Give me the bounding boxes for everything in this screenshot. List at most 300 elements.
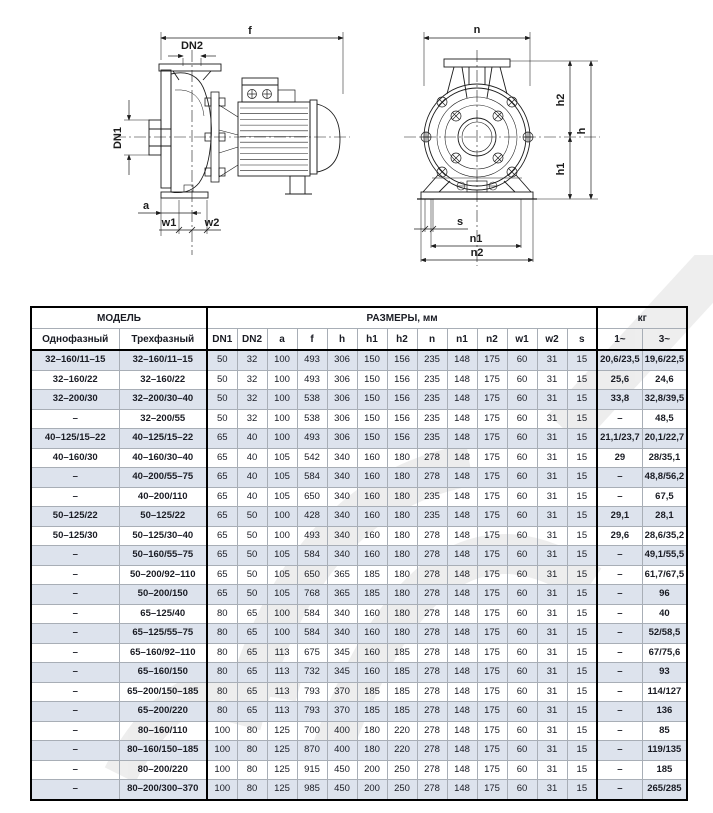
dimension-cell: 50 xyxy=(207,409,237,429)
dimension-cell: 493 xyxy=(297,370,327,390)
dimension-cell: 105 xyxy=(267,585,297,605)
weight-cell: 40 xyxy=(642,604,687,624)
dimension-cell: 100 xyxy=(267,624,297,644)
dimension-cell: 15 xyxy=(567,370,597,390)
dimension-cell: 15 xyxy=(567,350,597,370)
dimension-cell: 340 xyxy=(327,604,357,624)
dimension-cell: 156 xyxy=(387,370,417,390)
model-cell: – xyxy=(31,487,119,507)
terminal-screws xyxy=(248,90,272,99)
dimension-cell: 148 xyxy=(447,663,477,683)
dimension-cell: 306 xyxy=(327,350,357,370)
dimension-cell: 278 xyxy=(417,468,447,488)
dimension-cell: 125 xyxy=(267,760,297,780)
dimension-cell: 148 xyxy=(447,682,477,702)
dim-label-dn1: DN1 xyxy=(112,126,124,150)
dimension-cell: 100 xyxy=(267,507,297,527)
dimension-cell: 278 xyxy=(417,682,447,702)
table-row xyxy=(31,409,687,429)
dimension-cell: 60 xyxy=(507,721,537,741)
model-cell: – xyxy=(31,760,119,780)
dim-label-h1: h1 xyxy=(555,162,567,176)
dimension-cell: 80 xyxy=(207,663,237,683)
dimension-cell: 150 xyxy=(357,350,387,370)
model-cell: 40–125/15–22 xyxy=(31,429,119,449)
dimension-cell: 156 xyxy=(387,350,417,370)
dimension-cell: 15 xyxy=(567,663,597,683)
dimension-cell: 148 xyxy=(447,429,477,449)
dimension-cell: 175 xyxy=(477,741,507,761)
table-row xyxy=(31,390,687,410)
dimension-cell: 50 xyxy=(207,370,237,390)
center-lines xyxy=(404,50,600,266)
dimension-cell: 148 xyxy=(447,643,477,663)
dimension-cell: 148 xyxy=(447,741,477,761)
weight-cell: 61,7/67,5 xyxy=(642,565,687,585)
dimension-cell: 675 xyxy=(297,643,327,663)
dimension-cell: 65 xyxy=(207,468,237,488)
column-header-5: a xyxy=(267,329,297,351)
model-cell: 65–125/40 xyxy=(119,604,207,624)
dimension-cell: 60 xyxy=(507,390,537,410)
dimension-cell: 340 xyxy=(327,468,357,488)
weight-cell: 20,1/22,7 xyxy=(642,429,687,449)
motor-fins xyxy=(240,108,308,171)
model-cell: – xyxy=(31,546,119,566)
dimension-cell: 148 xyxy=(447,624,477,644)
weight-cell: 185 xyxy=(642,760,687,780)
dimension-cell: 175 xyxy=(477,624,507,644)
weight-cell: 48,8/56,2 xyxy=(642,468,687,488)
dimension-cell: 80 xyxy=(237,741,267,761)
weight-cell: – xyxy=(597,585,642,605)
dimension-cell: 493 xyxy=(297,429,327,449)
table-row xyxy=(31,350,687,370)
dimension-cell: 148 xyxy=(447,702,477,722)
column-header-10: n xyxy=(417,329,447,351)
model-cell: 32–200/55 xyxy=(119,409,207,429)
dimension-cell: 150 xyxy=(357,390,387,410)
dimension-cell: 50 xyxy=(237,565,267,585)
dimension-cell: 180 xyxy=(387,448,417,468)
weight-cell: 29 xyxy=(597,448,642,468)
dim-label-s: s xyxy=(456,216,464,228)
dimension-cell: 100 xyxy=(267,526,297,546)
dim-label-n: n xyxy=(473,24,481,36)
model-cell: – xyxy=(31,604,119,624)
weight-cell: – xyxy=(597,760,642,780)
dimension-cell: 278 xyxy=(417,624,447,644)
dimension-cell: 125 xyxy=(267,721,297,741)
dimension-cell: 180 xyxy=(387,507,417,527)
dimension-cell: 370 xyxy=(327,682,357,702)
dimension-cell: 185 xyxy=(357,702,387,722)
dimension-cell: 175 xyxy=(477,565,507,585)
dimension-cell: 80 xyxy=(237,780,267,800)
dimension-cell: 60 xyxy=(507,565,537,585)
dimension-cell: 31 xyxy=(537,448,567,468)
dimension-cell: 340 xyxy=(327,507,357,527)
dimension-cell: 31 xyxy=(537,760,567,780)
table-row xyxy=(31,663,687,683)
dimension-cell: 148 xyxy=(447,370,477,390)
dimension-cell: 220 xyxy=(387,741,417,761)
dimension-cell: 15 xyxy=(567,780,597,800)
dimension-cell: 200 xyxy=(357,780,387,800)
weight-group-header: кг xyxy=(597,307,687,329)
dimension-cell: 60 xyxy=(507,663,537,683)
dimension-cell: 650 xyxy=(297,565,327,585)
dimension-cell: 65 xyxy=(207,546,237,566)
dimension-cell: 160 xyxy=(357,663,387,683)
weight-cell: – xyxy=(597,682,642,702)
column-header-16: 1~ xyxy=(597,329,642,351)
dimension-cell: 538 xyxy=(297,390,327,410)
dimension-cell: 65 xyxy=(207,487,237,507)
dimension-cell: 148 xyxy=(447,487,477,507)
model-cell: 40–125/15–22 xyxy=(119,429,207,449)
dim-label-n2: n2 xyxy=(470,247,484,259)
table-row xyxy=(31,370,687,390)
weight-cell: 21,1/23,7 xyxy=(597,429,642,449)
model-cell: 65–200/220 xyxy=(119,702,207,722)
dimension-cell: 584 xyxy=(297,604,327,624)
dimension-cell: 175 xyxy=(477,507,507,527)
group-header-row xyxy=(31,307,687,329)
weight-cell: 96 xyxy=(642,585,687,605)
dimension-cell: 175 xyxy=(477,604,507,624)
dimension-cell: 148 xyxy=(447,507,477,527)
dimension-cell: 80 xyxy=(207,643,237,663)
weight-cell: – xyxy=(597,487,642,507)
dimension-cell: 278 xyxy=(417,741,447,761)
dimension-cell: 31 xyxy=(537,721,567,741)
table-row xyxy=(31,487,687,507)
dimension-cell: 31 xyxy=(537,429,567,449)
model-cell: 50–200/92–110 xyxy=(119,565,207,585)
terminal-box xyxy=(242,78,278,102)
dimension-cell: 15 xyxy=(567,604,597,624)
dimension-cell: 365 xyxy=(327,565,357,585)
weight-cell: 28/35,1 xyxy=(642,448,687,468)
model-cell: 50–160/55–75 xyxy=(119,546,207,566)
dimension-cell: 105 xyxy=(267,448,297,468)
dimension-cell: 80 xyxy=(207,682,237,702)
dimension-cell: 32 xyxy=(237,350,267,370)
dimension-cell: 65 xyxy=(237,604,267,624)
model-cell: – xyxy=(31,780,119,800)
table-row xyxy=(31,448,687,468)
dimension-cell: 40 xyxy=(237,468,267,488)
weight-cell: 67,5 xyxy=(642,487,687,507)
dimension-cell: 180 xyxy=(387,565,417,585)
dimension-cell: 113 xyxy=(267,702,297,722)
dimension-cell: 15 xyxy=(567,487,597,507)
dimension-cell: 148 xyxy=(447,390,477,410)
dimension-cell: 235 xyxy=(417,370,447,390)
dimension-cell: 732 xyxy=(297,663,327,683)
model-cell: – xyxy=(31,643,119,663)
dimension-cell: 793 xyxy=(297,702,327,722)
dimension-cell: 31 xyxy=(537,702,567,722)
dimension-cell: 235 xyxy=(417,350,447,370)
dimension-cell: 150 xyxy=(357,409,387,429)
dimension-cell: 65 xyxy=(207,565,237,585)
dimensions-table xyxy=(30,306,688,801)
model-cell: 32–160/11–15 xyxy=(31,350,119,370)
dimension-cell: 31 xyxy=(537,507,567,527)
dimension-cell: 31 xyxy=(537,409,567,429)
dimension-cell: 428 xyxy=(297,507,327,527)
table-row xyxy=(31,585,687,605)
weight-cell: – xyxy=(597,702,642,722)
column-header-9: h2 xyxy=(387,329,417,351)
table-row xyxy=(31,760,687,780)
dimension-cell: 60 xyxy=(507,350,537,370)
column-header-4: DN2 xyxy=(237,329,267,351)
dimension-cell: 105 xyxy=(267,487,297,507)
weight-cell: 52/58,5 xyxy=(642,624,687,644)
motor-end-cap xyxy=(317,104,340,172)
dimension-cell: 31 xyxy=(537,682,567,702)
table-row xyxy=(31,565,687,585)
dimension-cell: 148 xyxy=(447,721,477,741)
table-row xyxy=(31,643,687,663)
dimension-cell: 65 xyxy=(207,429,237,449)
dimension-cell: 65 xyxy=(207,585,237,605)
dimension-cell: 278 xyxy=(417,565,447,585)
dimension-cell: 60 xyxy=(507,682,537,702)
dimension-cell: 345 xyxy=(327,663,357,683)
dimension-cell: 60 xyxy=(507,604,537,624)
dimension-cell: 493 xyxy=(297,526,327,546)
dimension-cell: 125 xyxy=(267,780,297,800)
model-cell: 50–125/22 xyxy=(119,507,207,527)
dimension-cell: 113 xyxy=(267,682,297,702)
model-cell: – xyxy=(31,565,119,585)
dimension-cell: 31 xyxy=(537,350,567,370)
dimension-cell: 185 xyxy=(387,643,417,663)
weight-cell: – xyxy=(597,741,642,761)
weight-cell: – xyxy=(597,604,642,624)
dimension-cell: 31 xyxy=(537,565,567,585)
dimension-cell: 150 xyxy=(357,370,387,390)
dimension-cell: 175 xyxy=(477,350,507,370)
table-row xyxy=(31,468,687,488)
dimension-cell: 175 xyxy=(477,643,507,663)
dimension-cell: 31 xyxy=(537,370,567,390)
model-cell: – xyxy=(31,663,119,683)
dimension-cell: 50 xyxy=(207,390,237,410)
dimension-cell: 306 xyxy=(327,409,357,429)
dimension-cell: 175 xyxy=(477,682,507,702)
dimension-cell: 15 xyxy=(567,643,597,663)
column-header-2: Трехфазный xyxy=(119,329,207,351)
model-cell: – xyxy=(31,624,119,644)
dimension-cell: 60 xyxy=(507,546,537,566)
dimension-cell: 15 xyxy=(567,565,597,585)
dimension-cell: 915 xyxy=(297,760,327,780)
dimension-cell: 584 xyxy=(297,546,327,566)
dimension-cell: 235 xyxy=(417,429,447,449)
dimension-cell: 175 xyxy=(477,760,507,780)
column-header-1: Однофазный xyxy=(31,329,119,351)
dimension-cell: 148 xyxy=(447,585,477,605)
weight-cell: 25,6 xyxy=(597,370,642,390)
dimension-cell: 15 xyxy=(567,624,597,644)
dimension-cell: 60 xyxy=(507,468,537,488)
dimension-cell: 278 xyxy=(417,585,447,605)
model-cell: 40–160/30–40 xyxy=(119,448,207,468)
dimension-cell: 15 xyxy=(567,448,597,468)
dimension-cell: 278 xyxy=(417,526,447,546)
weight-cell: 119/135 xyxy=(642,741,687,761)
dimension-cell: 65 xyxy=(207,448,237,468)
dimension-cell: 60 xyxy=(507,780,537,800)
dimension-cell: 15 xyxy=(567,741,597,761)
model-cell: 50–125/30 xyxy=(31,526,119,546)
model-cell: 40–160/30 xyxy=(31,448,119,468)
dimension-cell: 113 xyxy=(267,643,297,663)
dimension-cell: 235 xyxy=(417,507,447,527)
dimension-cell: 150 xyxy=(357,429,387,449)
dimension-cell: 60 xyxy=(507,643,537,663)
weight-cell: 32,8/39,5 xyxy=(642,390,687,410)
dimension-cell: 175 xyxy=(477,487,507,507)
table-row xyxy=(31,702,687,722)
weight-cell: 33,8 xyxy=(597,390,642,410)
dimension-cell: 450 xyxy=(327,760,357,780)
table-row xyxy=(31,604,687,624)
dimension-cell: 148 xyxy=(447,409,477,429)
dimension-cell: 65 xyxy=(237,682,267,702)
model-cell: – xyxy=(31,585,119,605)
dimension-cell: 700 xyxy=(297,721,327,741)
dimension-cell: 340 xyxy=(327,487,357,507)
dimension-cell: 40 xyxy=(237,448,267,468)
dimensions-group-header: РАЗМЕРЫ, мм xyxy=(207,307,597,329)
pump-casing xyxy=(149,64,221,198)
table-row xyxy=(31,741,687,761)
dimension-cell: 200 xyxy=(357,760,387,780)
dimension-cell: 100 xyxy=(207,721,237,741)
dimension-cell: 148 xyxy=(447,760,477,780)
dimension-cell: 100 xyxy=(267,409,297,429)
column-header-3: DN1 xyxy=(207,329,237,351)
dimension-cell: 60 xyxy=(507,487,537,507)
dimension-cell: 340 xyxy=(327,624,357,644)
weight-cell: 265/285 xyxy=(642,780,687,800)
model-cell: 50–125/22 xyxy=(31,507,119,527)
model-cell: – xyxy=(31,702,119,722)
dimension-cell: 538 xyxy=(297,409,327,429)
dimension-cell: 278 xyxy=(417,448,447,468)
model-cell: – xyxy=(31,682,119,702)
dimension-cell: 278 xyxy=(417,663,447,683)
dimension-cell: 32 xyxy=(237,390,267,410)
dimension-cell: 40 xyxy=(237,487,267,507)
dimension-cell: 148 xyxy=(447,604,477,624)
dimension-cell: 105 xyxy=(267,565,297,585)
dimension-cell: 148 xyxy=(447,468,477,488)
dimension-cell: 80 xyxy=(207,702,237,722)
dimension-cell: 60 xyxy=(507,741,537,761)
dimension-cell: 105 xyxy=(267,546,297,566)
dimension-cell: 160 xyxy=(357,468,387,488)
dimension-cell: 493 xyxy=(297,350,327,370)
dimension-cell: 185 xyxy=(387,702,417,722)
dimension-cell: 100 xyxy=(267,390,297,410)
dimension-cell: 175 xyxy=(477,663,507,683)
dimension-cell: 793 xyxy=(297,682,327,702)
dimension-cell: 156 xyxy=(387,429,417,449)
model-cell: 65–125/55–75 xyxy=(119,624,207,644)
dimension-cell: 50 xyxy=(237,546,267,566)
dim-label-w2: w2 xyxy=(204,217,220,229)
dimension-cell: 400 xyxy=(327,721,357,741)
dimension-cell: 278 xyxy=(417,780,447,800)
dimension-cell: 235 xyxy=(417,409,447,429)
column-header-row xyxy=(31,329,687,351)
dimension-cell: 80 xyxy=(237,760,267,780)
model-cell: – xyxy=(31,468,119,488)
column-header-15: s xyxy=(567,329,597,351)
table-body xyxy=(31,350,687,800)
weight-cell: 93 xyxy=(642,663,687,683)
dimension-cell: 113 xyxy=(267,663,297,683)
dimension-cell: 15 xyxy=(567,409,597,429)
dimension-cell: 15 xyxy=(567,760,597,780)
weight-cell: – xyxy=(597,546,642,566)
weight-cell: – xyxy=(597,468,642,488)
dimension-cell: 306 xyxy=(327,390,357,410)
model-cell: 32–160/11–15 xyxy=(119,350,207,370)
dimension-cell: 278 xyxy=(417,643,447,663)
dimension-cell: 185 xyxy=(387,682,417,702)
weight-cell: 67/75,6 xyxy=(642,643,687,663)
dimension-cell: 60 xyxy=(507,702,537,722)
dimension-cell: 80 xyxy=(237,721,267,741)
dimension-cell: 185 xyxy=(357,682,387,702)
dimension-cell: 60 xyxy=(507,760,537,780)
model-cell: 32–160/22 xyxy=(31,370,119,390)
table-row xyxy=(31,546,687,566)
model-cell: 50–200/150 xyxy=(119,585,207,605)
dimension-cell: 584 xyxy=(297,468,327,488)
dimension-cell: 250 xyxy=(387,780,417,800)
dimension-cell: 180 xyxy=(387,604,417,624)
dim-label-n1: n1 xyxy=(469,233,483,245)
table-row xyxy=(31,429,687,449)
dimension-cell: 340 xyxy=(327,546,357,566)
dimension-cell: 65 xyxy=(237,702,267,722)
weight-cell: 24,6 xyxy=(642,370,687,390)
dimension-cell: 100 xyxy=(207,760,237,780)
motor-foot xyxy=(290,176,305,194)
front-dimensions xyxy=(414,32,598,262)
dimension-cell: 148 xyxy=(447,526,477,546)
dimension-cell: 100 xyxy=(267,604,297,624)
dimension-cell: 278 xyxy=(417,604,447,624)
column-header-7: h xyxy=(327,329,357,351)
dimension-cell: 50 xyxy=(207,350,237,370)
column-header-17: 3~ xyxy=(642,329,687,351)
dimension-cell: 31 xyxy=(537,526,567,546)
dim-label-w1: w1 xyxy=(161,217,177,229)
dimension-cell: 235 xyxy=(417,390,447,410)
column-header-13: w1 xyxy=(507,329,537,351)
dimension-cell: 31 xyxy=(537,585,567,605)
